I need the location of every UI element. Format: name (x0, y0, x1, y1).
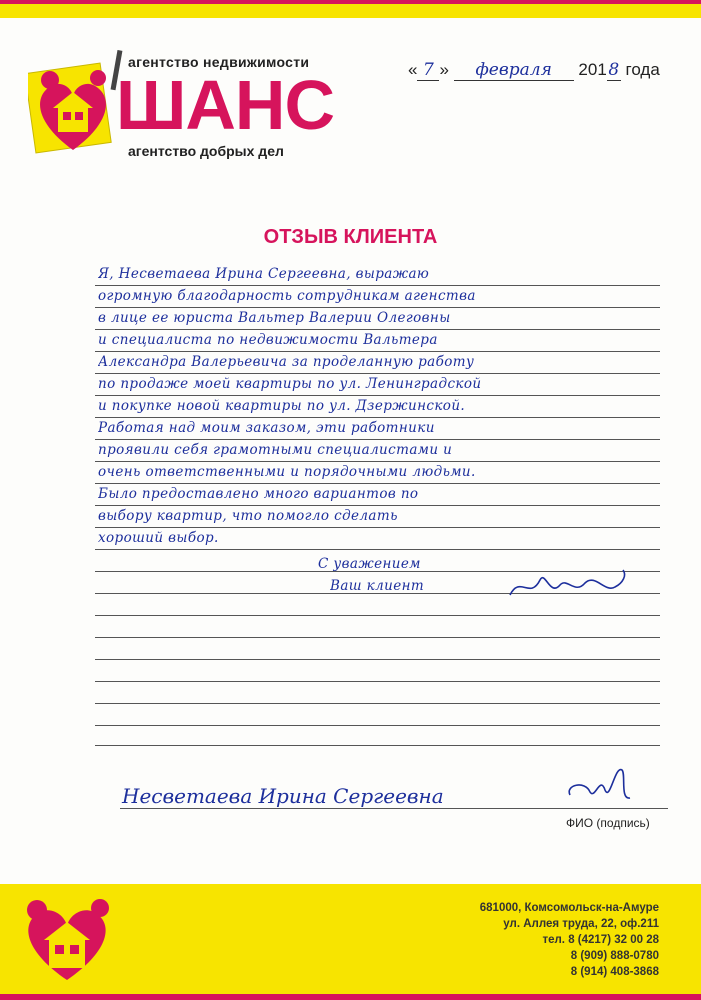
signature-scribble (560, 760, 650, 810)
top-band (0, 0, 701, 18)
footer-house-heart-icon (12, 888, 122, 988)
date-line (408, 60, 660, 81)
ruled-line (95, 373, 660, 374)
ruled-line (95, 417, 660, 418)
ruled-line (95, 549, 660, 550)
phone-line: тел. 8 (4217) 32 00 28 (542, 934, 659, 946)
year-prefix: 201 (578, 60, 607, 79)
ruled-line (95, 285, 660, 286)
review-line: Работая над моим заказом, эти работники (98, 420, 435, 436)
closing-client: Ваш клиент (330, 578, 425, 594)
close-quote: » (439, 60, 449, 79)
date-month: февраля (454, 60, 574, 81)
ruled-line (95, 659, 660, 660)
review-line: по продаже моей квартиры по ул. Ленинградской (98, 376, 482, 392)
ruled-line (95, 439, 660, 440)
phone-line: 8 (909) 888-0780 (570, 950, 659, 962)
ruled-line (95, 615, 660, 616)
year-suffix: 8 (608, 60, 620, 80)
ruled-line (95, 725, 660, 726)
signature-line (120, 808, 668, 809)
ruled-line (95, 527, 660, 528)
review-line: проявили себя грамотными специалистами и (98, 442, 453, 458)
ruled-line (95, 307, 660, 308)
ruled-line (95, 745, 660, 746)
ruled-line (95, 505, 660, 506)
page-title: ОТЗЫВ КЛИЕНТА (263, 226, 438, 248)
date-day: 7 (417, 60, 439, 81)
top-stripe (0, 0, 701, 4)
review-line: выбору квартир, что помогло сделать (98, 508, 398, 524)
signature-mark (505, 565, 635, 605)
review-line: и покупке новой квартиры по ул. Дзержинской. (98, 398, 466, 414)
ruled-line (95, 703, 660, 704)
review-line: хороший выбор. (98, 530, 219, 546)
agency-logo (28, 40, 358, 170)
signature-name: Несветаева Ирина Сергеевна (122, 784, 444, 808)
review-line: огромную благодарность сотрудникам агенства (98, 288, 476, 304)
ruled-line (95, 637, 660, 638)
open-quote: « (408, 60, 418, 79)
review-line: Было предоставлено много вариантов по (98, 486, 419, 502)
ruled-line (95, 395, 660, 396)
review-line: Я, Несветаева Ирина Сергеевна, выражаю (98, 266, 430, 282)
year-word: года (625, 60, 660, 79)
tagline-top: агентство недвижимости (128, 54, 310, 70)
review-line: очень ответственными и порядочными людьми. (98, 464, 476, 480)
footer-address (480, 900, 659, 980)
phone-line: 8 (914) 408-3868 (570, 966, 659, 978)
review-line: в лице ее юриста Вальтер Валерии Олеговны (98, 310, 451, 326)
closing-greeting: С уважением (318, 556, 421, 572)
ruled-line (95, 351, 660, 352)
review-line: Александра Валерьевича за проделанную работу (98, 354, 475, 370)
brand-name: ШАНС (116, 66, 334, 144)
bottom-stripe (0, 994, 701, 1000)
signature-caption: ФИО (подпись) (566, 816, 650, 830)
ruled-line (95, 681, 660, 682)
ruled-line (95, 329, 660, 330)
address-line: ул. Аллея труда, 22, оф.211 (503, 918, 659, 930)
review-line: и специалиста по недвижимости Вальтера (98, 332, 438, 348)
ruled-line (95, 483, 660, 484)
ruled-line (95, 461, 660, 462)
house-heart-icon (28, 50, 128, 160)
address-line: 681000, Комсомольск-на-Амуре (479, 902, 659, 914)
tagline-bottom: агентство добрых дел (128, 143, 284, 159)
